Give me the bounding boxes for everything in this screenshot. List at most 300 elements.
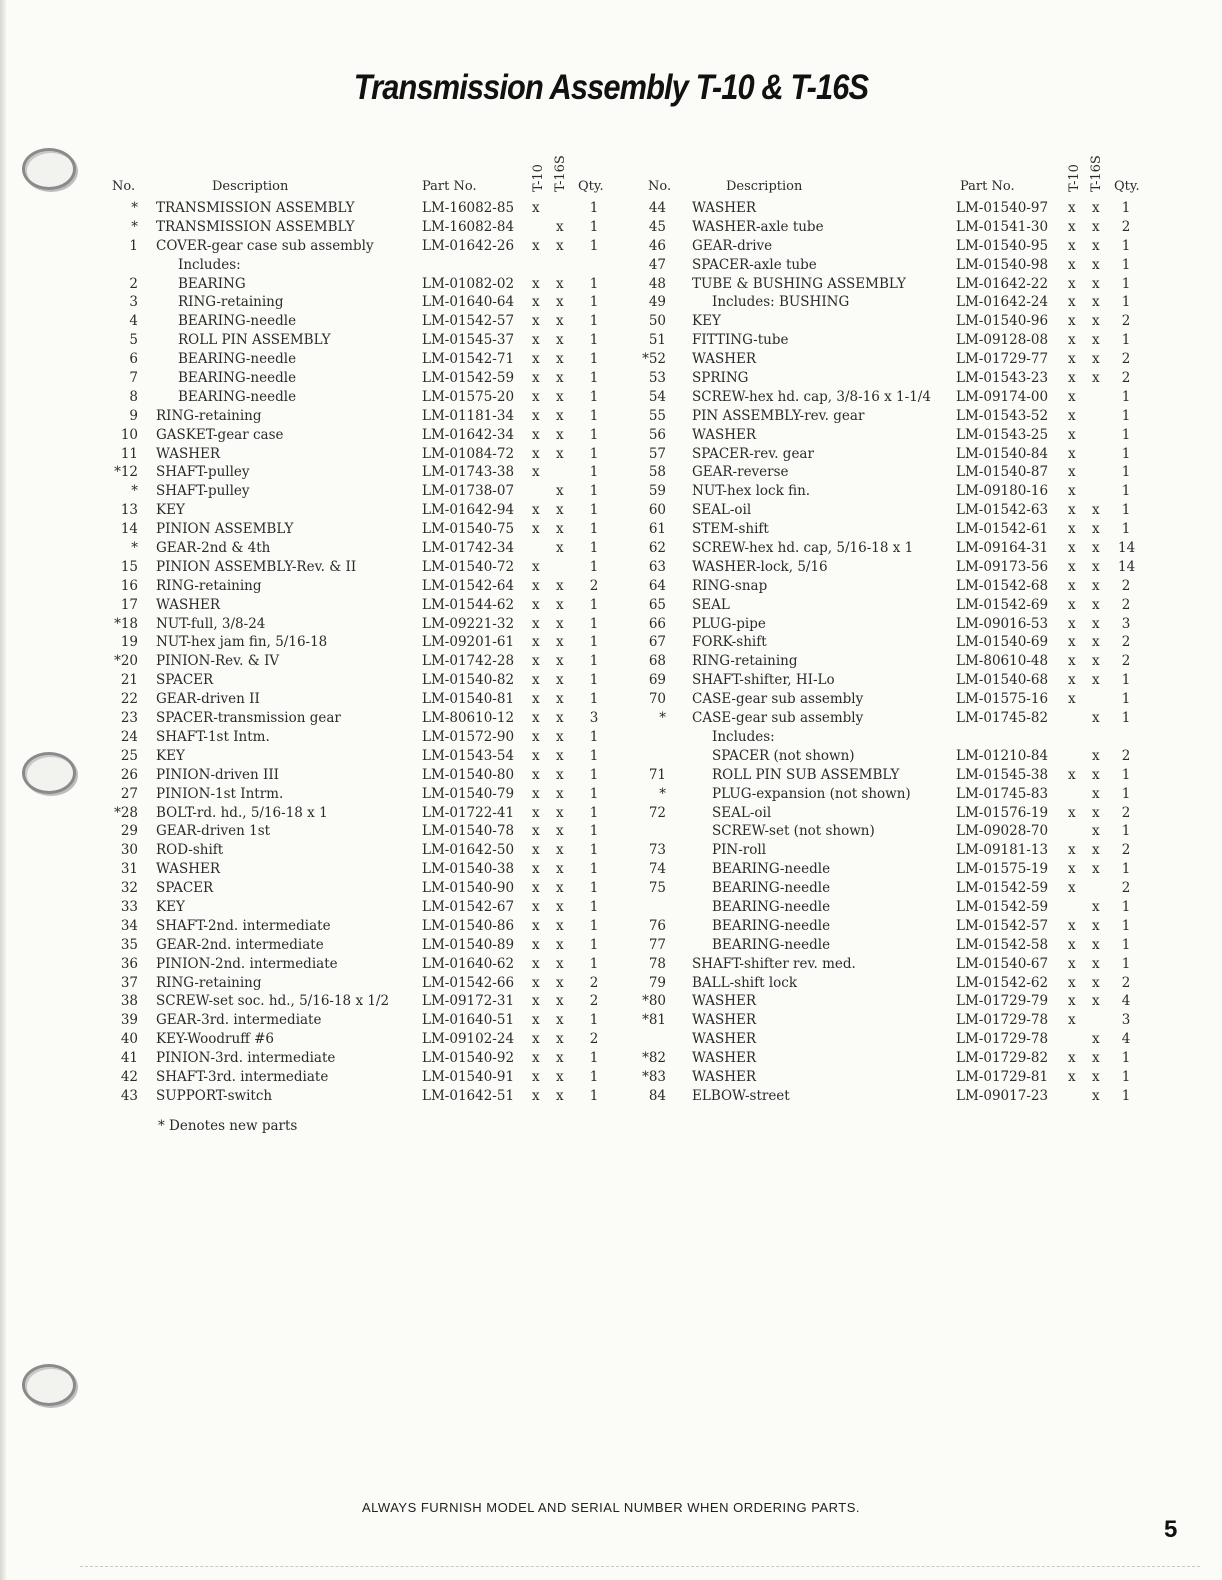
part-number: LM-01542-59 <box>956 880 1049 897</box>
t16s-mark: x <box>1092 1050 1100 1067</box>
t10-mark: x <box>532 407 540 424</box>
quantity: 1 <box>1121 237 1131 254</box>
quantity: 2 <box>1121 218 1131 235</box>
part-number: LM-01540-80 <box>422 766 515 783</box>
quantity: 2 <box>1121 880 1131 897</box>
quantity: 1 <box>1121 710 1131 727</box>
quantity: 1 <box>589 1050 599 1067</box>
item-description: ROLL PIN ASSEMBLY <box>178 332 331 349</box>
t16s-mark: x <box>1092 1068 1100 1085</box>
item-number: 24 <box>120 728 138 745</box>
table-row <box>108 313 618 332</box>
table-row <box>636 389 1156 408</box>
table-row <box>636 597 1156 616</box>
item-number: *82 <box>642 1050 666 1067</box>
quantity: 1 <box>1121 256 1131 273</box>
item-number: 65 <box>648 596 666 613</box>
t10-mark: x <box>532 1068 540 1085</box>
item-description: BEARING-needle <box>178 351 297 368</box>
quantity: 1 <box>1121 672 1131 689</box>
quantity: 1 <box>589 332 599 349</box>
quantity: 1 <box>1121 483 1131 500</box>
t16s-mark: x <box>1092 936 1100 953</box>
part-number: LM-01542-71 <box>422 351 515 368</box>
binder-edge <box>0 0 6 1580</box>
quantity: 1 <box>589 823 599 840</box>
t10-mark: x <box>1068 313 1076 330</box>
t16s-mark: x <box>1092 766 1100 783</box>
t10-mark: x <box>1068 917 1076 934</box>
t10-mark: x <box>1068 672 1076 689</box>
quantity: 2 <box>1121 596 1131 613</box>
quantity: 1 <box>589 407 599 424</box>
t16s-mark: x <box>1092 653 1100 670</box>
t16s-mark: x <box>1092 596 1100 613</box>
item-number: 16 <box>120 577 138 594</box>
quantity: 1 <box>1121 445 1131 462</box>
table-row <box>636 767 1156 786</box>
item-number: 69 <box>648 672 666 689</box>
item-description: SEAL-oil <box>692 502 752 519</box>
quantity: 1 <box>1121 407 1131 424</box>
table-row <box>636 1050 1156 1069</box>
t10-mark: x <box>532 880 540 897</box>
part-number: LM-01742-28 <box>422 653 515 670</box>
table-row <box>636 502 1156 521</box>
part-number: LM-01540-69 <box>956 634 1049 651</box>
table-row <box>108 1088 618 1107</box>
item-description: PLUG-pipe <box>692 615 766 632</box>
item-description: SUPPORT-switch <box>156 1087 273 1104</box>
quantity: 2 <box>589 1031 599 1048</box>
table-row <box>636 408 1156 427</box>
part-number: LM-01540-67 <box>956 955 1049 972</box>
part-number: LM-01210-84 <box>956 747 1049 764</box>
t10-mark: x <box>532 1087 540 1104</box>
quantity: 1 <box>1121 936 1131 953</box>
quantity: 1 <box>1121 785 1131 802</box>
part-number: LM-01576-19 <box>956 804 1049 821</box>
part-number: LM-01729-77 <box>956 351 1049 368</box>
table-row <box>636 729 1156 748</box>
table-row <box>636 805 1156 824</box>
item-description: Includes: <box>712 728 775 745</box>
item-number: 84 <box>648 1087 666 1104</box>
table-row <box>108 1031 618 1050</box>
item-number: 30 <box>120 842 138 859</box>
part-number: LM-01543-23 <box>956 370 1049 387</box>
t16s-mark: x <box>556 313 564 330</box>
table-row <box>108 597 618 616</box>
t10-mark: x <box>532 634 540 651</box>
t16s-mark: x <box>556 577 564 594</box>
header-qty: Qty. <box>1114 179 1140 194</box>
table-row <box>636 634 1156 653</box>
item-description: RING-retaining <box>156 407 262 424</box>
t16s-mark: x <box>556 1050 564 1067</box>
quantity: 1 <box>589 483 599 500</box>
item-description: KEY <box>692 313 721 330</box>
item-description: BEARING-needle <box>712 936 831 953</box>
item-description: KEY-Woodruff #6 <box>156 1031 274 1048</box>
t16s-mark: x <box>1092 672 1100 689</box>
table-row <box>636 691 1156 710</box>
table-row <box>636 483 1156 502</box>
part-number: LM-01542-64 <box>422 577 515 594</box>
t10-mark: x <box>1068 294 1076 311</box>
part-number: LM-01540-92 <box>422 1050 515 1067</box>
t10-mark: x <box>532 351 540 368</box>
item-number: 17 <box>120 596 138 613</box>
item-description: WASHER <box>692 1012 756 1029</box>
t16s-mark: x <box>556 672 564 689</box>
part-number: LM-01640-64 <box>422 294 515 311</box>
table-row <box>108 1012 618 1031</box>
part-number: LM-01540-97 <box>956 200 1049 216</box>
t16s-mark: x <box>556 237 564 254</box>
item-number: 40 <box>120 1031 138 1048</box>
quantity: 1 <box>1121 200 1131 216</box>
table-row <box>108 370 618 389</box>
item-number: * <box>659 785 666 802</box>
item-number: 54 <box>648 388 666 405</box>
t16s-mark: x <box>1092 842 1100 859</box>
table-row <box>636 748 1156 767</box>
quantity: 2 <box>1121 351 1131 368</box>
item-description: ELBOW-street <box>692 1087 790 1104</box>
table-row <box>108 993 618 1012</box>
t10-mark: x <box>532 1012 540 1029</box>
item-number: 56 <box>648 426 666 443</box>
item-number: 34 <box>120 917 138 934</box>
item-number: 46 <box>648 237 666 254</box>
t10-mark: x <box>532 577 540 594</box>
header-t10: T-10 <box>1067 164 1082 192</box>
t16s-mark: x <box>556 502 564 519</box>
item-description: SEAL-oil <box>712 804 772 821</box>
item-number: 5 <box>129 332 138 349</box>
t16s-mark: x <box>556 521 564 538</box>
part-number: LM-01640-51 <box>422 1012 515 1029</box>
quantity: 2 <box>589 974 599 991</box>
quantity: 3 <box>1121 1012 1131 1029</box>
part-number: LM-01540-98 <box>956 256 1049 273</box>
item-description: ROLL PIN SUB ASSEMBLY <box>712 766 900 783</box>
header-t16s: T-16S <box>553 155 568 192</box>
item-description: BEARING-needle <box>178 313 297 330</box>
quantity: 2 <box>1121 634 1131 651</box>
item-number: 41 <box>120 1050 138 1067</box>
t10-mark: x <box>1068 426 1076 443</box>
quantity: 2 <box>589 993 599 1010</box>
table-row <box>636 653 1156 672</box>
item-description: WASHER <box>692 1050 756 1067</box>
t10-mark: x <box>1068 1068 1076 1085</box>
item-number: 67 <box>648 634 666 651</box>
part-number: LM-01542-66 <box>422 974 515 991</box>
part-number: LM-01545-37 <box>422 332 515 349</box>
t16s-mark: x <box>556 1012 564 1029</box>
t10-mark: x <box>532 804 540 821</box>
t10-mark: x <box>1068 596 1076 613</box>
t10-mark: x <box>1068 1012 1076 1029</box>
table-row <box>108 880 618 899</box>
item-number: 10 <box>120 426 138 443</box>
t16s-mark: x <box>1092 974 1100 991</box>
item-number: 29 <box>120 823 138 840</box>
quantity: 1 <box>589 615 599 632</box>
item-description: KEY <box>156 502 185 519</box>
item-description: PINION-1st Intrm. <box>156 785 284 802</box>
item-description: BEARING-needle <box>712 917 831 934</box>
part-number: LM-01540-75 <box>422 521 515 538</box>
quantity: 1 <box>589 653 599 670</box>
footnote: * Denotes new parts <box>158 1118 298 1134</box>
table-row <box>108 521 618 540</box>
item-description: PINION-2nd. intermediate <box>156 955 338 972</box>
item-number: * <box>131 483 138 500</box>
item-number: 38 <box>120 993 138 1010</box>
item-number: 3 <box>129 294 138 311</box>
part-number: LM-01542-59 <box>956 898 1049 915</box>
item-number: 77 <box>648 936 666 953</box>
item-number: 32 <box>120 880 138 897</box>
header-qty: Qty. <box>578 179 604 194</box>
parts-list-left <box>108 140 618 1107</box>
table-row <box>108 446 618 465</box>
quantity: 2 <box>1121 974 1131 991</box>
item-number: 36 <box>120 955 138 972</box>
part-number: LM-01745-83 <box>956 785 1049 802</box>
table-body <box>108 200 618 1107</box>
item-description: BEARING-needle <box>712 898 831 915</box>
item-number: 9 <box>129 407 138 424</box>
item-number: 8 <box>129 388 138 405</box>
t16s-mark: x <box>556 898 564 915</box>
table-row <box>108 427 618 446</box>
part-number: LM-80610-12 <box>422 710 515 727</box>
quantity: 1 <box>1121 426 1131 443</box>
t10-mark: x <box>1068 634 1076 651</box>
part-number: LM-09180-16 <box>956 483 1049 500</box>
item-number: 51 <box>648 332 666 349</box>
item-description: SCREW-set (not shown) <box>712 823 875 840</box>
t10-mark: x <box>1068 464 1076 481</box>
table-row <box>636 578 1156 597</box>
quantity: 2 <box>1121 804 1131 821</box>
item-description: SHAFT-shifter, HI-Lo <box>692 672 835 689</box>
t10-mark: x <box>532 1050 540 1067</box>
table-row <box>636 1069 1156 1088</box>
item-number: 13 <box>120 502 138 519</box>
item-number: 22 <box>120 691 138 708</box>
table-row <box>108 823 618 842</box>
item-number: 45 <box>648 218 666 235</box>
table-row <box>108 748 618 767</box>
table-row <box>108 502 618 521</box>
t16s-mark: x <box>1092 861 1100 878</box>
item-number: * <box>131 218 138 235</box>
t10-mark: x <box>532 710 540 727</box>
quantity: 1 <box>589 955 599 972</box>
item-number: 78 <box>648 955 666 972</box>
part-number: LM-01540-90 <box>422 880 515 897</box>
part-number: LM-09102-24 <box>422 1031 515 1048</box>
table-row <box>108 540 618 559</box>
item-description: ROD-shift <box>156 842 224 859</box>
t10-mark: x <box>532 200 540 216</box>
item-number: 11 <box>120 445 138 462</box>
item-description: RING-retaining <box>156 974 262 991</box>
quantity: 1 <box>589 672 599 689</box>
item-description: PINION ASSEMBLY-Rev. & II <box>156 558 357 575</box>
quantity: 14 <box>1118 558 1136 575</box>
quantity: 1 <box>1121 1087 1131 1104</box>
quantity: 1 <box>1121 1068 1131 1085</box>
table-row <box>108 918 618 937</box>
part-number: LM-01729-81 <box>956 1068 1049 1085</box>
table-row <box>108 710 618 729</box>
item-number: 39 <box>120 1012 138 1029</box>
item-description: RING-retaining <box>156 577 262 594</box>
table-row <box>636 786 1156 805</box>
table-row <box>636 370 1156 389</box>
quantity: 2 <box>1121 313 1131 330</box>
t16s-mark: x <box>1092 898 1100 915</box>
item-description: SHAFT-shifter rev. med. <box>692 955 856 972</box>
item-number: 50 <box>648 313 666 330</box>
part-number: LM-01540-78 <box>422 823 515 840</box>
t16s-mark: x <box>1092 917 1100 934</box>
item-description: STEM-shift <box>692 521 769 538</box>
item-description: CASE-gear sub assembly <box>692 691 864 708</box>
t16s-mark: x <box>556 540 564 557</box>
item-number: 74 <box>648 861 666 878</box>
t10-mark: x <box>532 672 540 689</box>
t10-mark: x <box>1068 502 1076 519</box>
table-row <box>108 559 618 578</box>
table-row <box>636 918 1156 937</box>
quantity: 1 <box>589 370 599 387</box>
t16s-mark: x <box>556 880 564 897</box>
part-number: LM-01543-52 <box>956 407 1049 424</box>
table-row <box>108 634 618 653</box>
item-number: 47 <box>648 256 666 273</box>
t16s-mark: x <box>1092 502 1100 519</box>
part-number: LM-80610-48 <box>956 653 1049 670</box>
part-number: LM-01572-90 <box>422 728 515 745</box>
item-number: 70 <box>648 691 666 708</box>
item-description: TRANSMISSION ASSEMBLY <box>156 200 355 216</box>
t16s-mark: x <box>556 766 564 783</box>
quantity: 1 <box>1121 917 1131 934</box>
t10-mark: x <box>532 653 540 670</box>
table-row <box>636 1012 1156 1031</box>
item-description: SPRING <box>692 370 749 387</box>
item-description: GEAR-2nd. intermediate <box>156 936 324 953</box>
quantity: 3 <box>589 710 599 727</box>
table-row <box>636 956 1156 975</box>
t10-mark: x <box>532 728 540 745</box>
quantity: 1 <box>1121 861 1131 878</box>
item-number: *83 <box>642 1068 666 1085</box>
t10-mark: x <box>1068 766 1076 783</box>
t16s-mark: x <box>556 691 564 708</box>
item-description: SCREW-hex hd. cap, 3/8-16 x 1-1/4 <box>692 388 931 405</box>
item-description: PINION-3rd. intermediate <box>156 1050 336 1067</box>
quantity: 2 <box>1121 747 1131 764</box>
quantity: 1 <box>589 426 599 443</box>
part-number: LM-01542-67 <box>422 898 515 915</box>
quantity: 1 <box>589 237 599 254</box>
item-description: KEY <box>156 747 185 764</box>
item-description: SEAL <box>692 596 730 613</box>
item-number: *28 <box>114 804 138 821</box>
item-number: 73 <box>648 842 666 859</box>
page-number: 5 <box>1164 1516 1178 1543</box>
item-description: BEARING-needle <box>178 388 297 405</box>
item-number: 25 <box>120 747 138 764</box>
table-row <box>108 842 618 861</box>
t10-mark: x <box>1068 974 1076 991</box>
item-description: COVER-gear case sub assembly <box>156 237 374 254</box>
item-description: WASHER <box>156 596 220 613</box>
t10-mark: x <box>532 691 540 708</box>
t16s-mark: x <box>556 974 564 991</box>
part-number: LM-09173-56 <box>956 558 1049 575</box>
item-description: WASHER-lock, 5/16 <box>692 558 828 575</box>
t16s-mark: x <box>556 785 564 802</box>
t10-mark: x <box>532 785 540 802</box>
t16s-mark: x <box>556 917 564 934</box>
table-row <box>108 351 618 370</box>
item-description: PINION ASSEMBLY <box>156 521 294 538</box>
part-number: LM-01729-78 <box>956 1012 1049 1029</box>
item-description: NUT-hex jam fin, 5/16-18 <box>156 634 328 651</box>
item-number: * <box>131 540 138 557</box>
part-number: LM-01542-59 <box>422 370 515 387</box>
t16s-mark: x <box>556 1068 564 1085</box>
t16s-mark: x <box>556 426 564 443</box>
t10-mark: x <box>1068 861 1076 878</box>
quantity: 1 <box>1121 955 1131 972</box>
t10-mark: x <box>1068 237 1076 254</box>
header-description: Description <box>726 179 803 194</box>
t16s-mark: x <box>556 823 564 840</box>
quantity: 1 <box>589 785 599 802</box>
table-row <box>108 729 618 748</box>
table-row <box>636 823 1156 842</box>
part-number: LM-01642-50 <box>422 842 515 859</box>
t10-mark: x <box>532 294 540 311</box>
item-number: 62 <box>648 540 666 557</box>
item-description: GEAR-reverse <box>692 464 789 481</box>
t10-mark: x <box>1068 275 1076 292</box>
item-number: 79 <box>648 974 666 991</box>
quantity: 1 <box>589 275 599 292</box>
item-description: PIN ASSEMBLY-rev. gear <box>692 407 865 424</box>
t10-mark: x <box>532 237 540 254</box>
table-row <box>108 578 618 597</box>
part-number: LM-01729-78 <box>956 1031 1049 1048</box>
table-row <box>636 975 1156 994</box>
item-description: PLUG-expansion (not shown) <box>712 785 911 802</box>
item-description: BEARING-needle <box>178 370 297 387</box>
t10-mark: x <box>1068 351 1076 368</box>
item-description: SCREW-set soc. hd., 5/16-18 x 1/2 <box>156 993 390 1010</box>
part-number: LM-01543-54 <box>422 747 515 764</box>
table-row <box>636 446 1156 465</box>
